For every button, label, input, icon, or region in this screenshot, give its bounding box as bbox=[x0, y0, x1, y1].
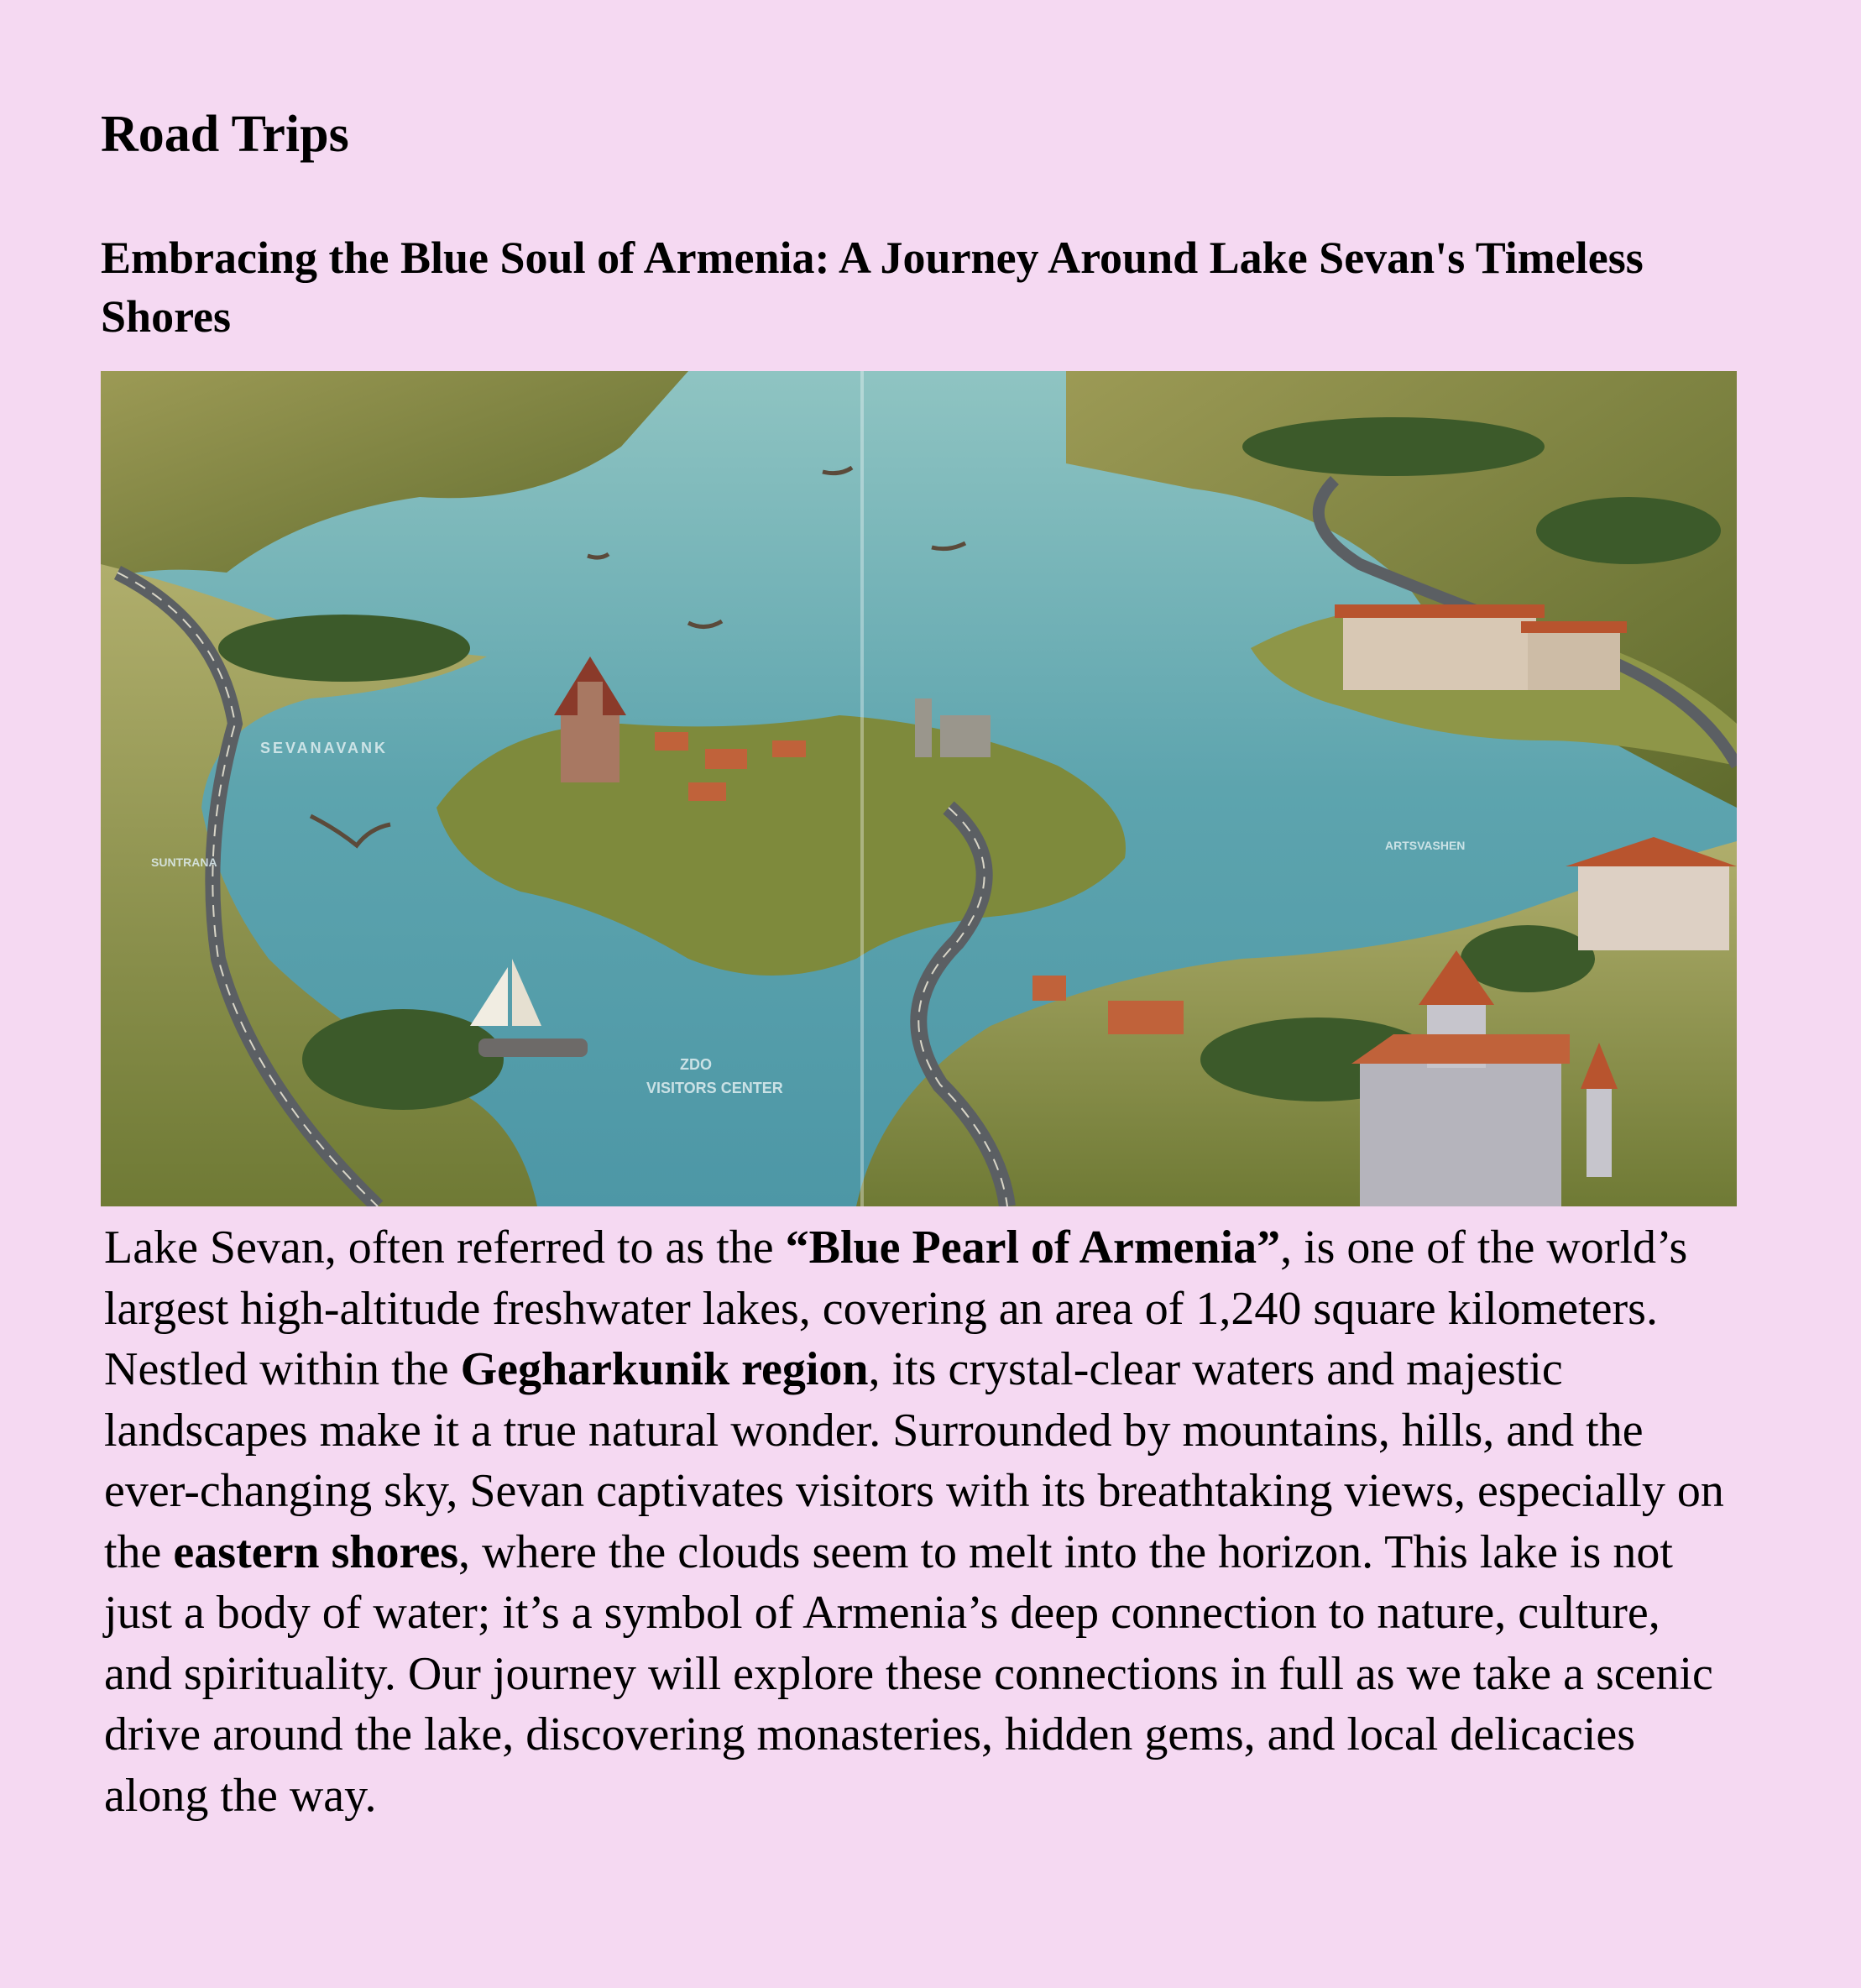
map-label: ZDO bbox=[680, 1056, 712, 1073]
article-title: Embracing the Blue Soul of Armenia: A Journey Around Lake Sevan's Timeless Shores bbox=[101, 233, 1644, 342]
body-bold-gegharkunik: Gegharkunik region bbox=[460, 1343, 869, 1395]
body-text-segment: Lake Sevan, often referred to as the bbox=[104, 1222, 786, 1274]
lake-sevan-illustration bbox=[101, 371, 1737, 1206]
body-bold-eastern-shores: eastern shores bbox=[173, 1525, 459, 1578]
body-bold-blue-pearl: “Blue Pearl of Armenia” bbox=[785, 1222, 1281, 1274]
hero-image bbox=[101, 371, 1737, 1206]
body-text-segment: , is one of the world’s largest high-altitude freshwater lakes, covering an area of 1,240 square kilometers. Nestled within the bbox=[104, 1222, 1688, 1395]
section-title: Road Trips bbox=[101, 106, 349, 163]
map-label: VISITORS CENTER bbox=[646, 1080, 783, 1096]
map-label: ARTSVASHEN bbox=[1385, 839, 1466, 852]
body-text-segment: , where the clouds seem to melt into the horizon. This lake is not just a body of water; it’s a symbol of Armenia’s deep connection to nature, culture, and spirituality. Our journey will explore these connections in full as we take a scenic drive around the lake, discovering monasteries, hidden gems, and local delicacies along the way. bbox=[104, 1525, 1713, 1822]
map-label: SEVANAVANK bbox=[260, 740, 389, 756]
article-body bbox=[104, 1217, 1737, 1826]
map-label: SUNTRANA bbox=[151, 855, 217, 869]
body-text-segment: , its crystal-clear waters and majestic landscapes make it a true natural wonder. Surrounded by mountains, hills, and the ever-changing sky, Sevan captivates visitors with its breathtaking views, especially on the bbox=[104, 1343, 1724, 1578]
